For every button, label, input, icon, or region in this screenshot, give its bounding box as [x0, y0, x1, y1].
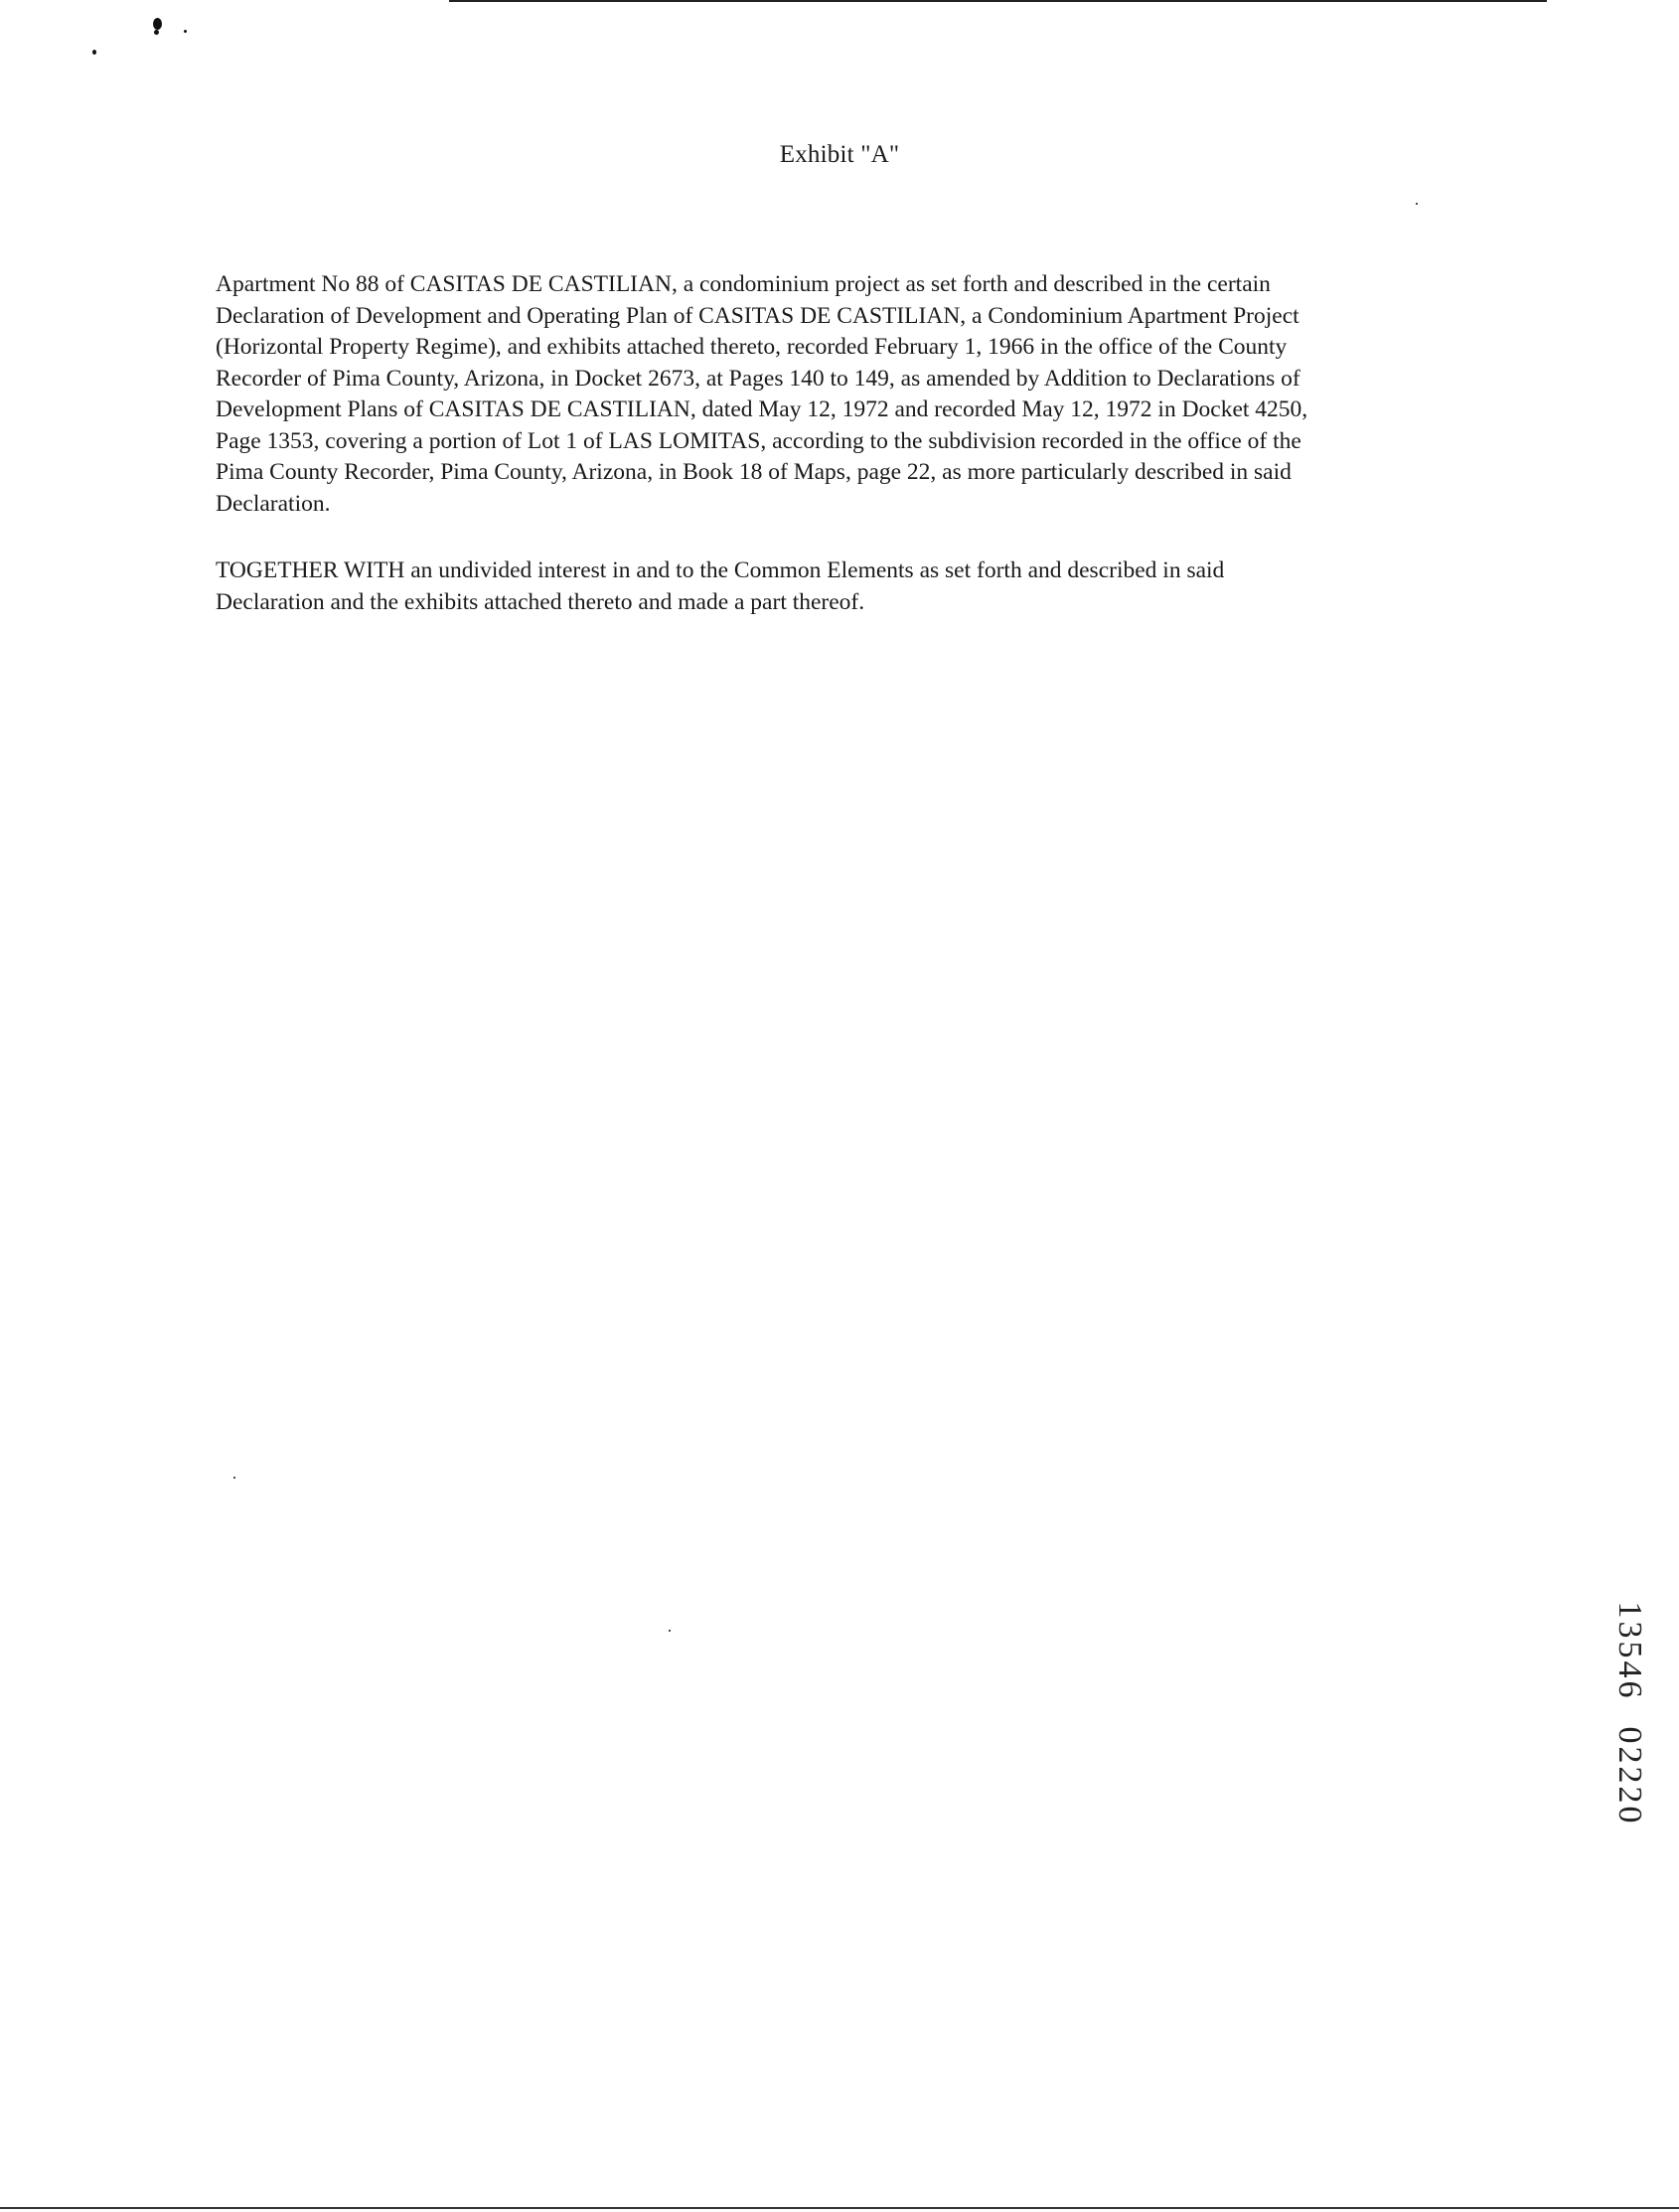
scan-edge-top — [449, 0, 1547, 2]
paragraph-line: Development Plans of CASITAS DE CASTILIAN, dated May 12, 1972 and recorded May 12, 1972 in Docket 4250, — [216, 396, 1308, 422]
common-elements-paragraph — [216, 555, 1462, 618]
stamp-digit: 2 — [1611, 1786, 1648, 1804]
scan-edge-bottom — [0, 2207, 1679, 2209]
stamp-digit: 1 — [1611, 1601, 1648, 1619]
stamp-digit: 2 — [1611, 1746, 1648, 1764]
scan-speck — [233, 1477, 235, 1479]
paragraph-line: TOGETHER WITH an undivided interest in and to the Common Elements as set forth and described in said — [216, 557, 1225, 583]
stamp-digit: 3 — [1611, 1621, 1648, 1639]
scan-speck — [669, 1630, 671, 1632]
paragraph-line: Page 1353, covering a portion of Lot 1 of LAS LOMITAS, according to the subdivision recorded in the office of the — [216, 427, 1301, 454]
scan-speck — [184, 30, 187, 33]
scan-speck — [92, 50, 96, 55]
paragraph-line: Pima County Recorder, Pima County, Arizona, in Book 18 of Maps, page 22, as more particularly described in said — [216, 459, 1292, 485]
stamp-digit: 0 — [1611, 1726, 1648, 1744]
stamp-digit: 0 — [1611, 1806, 1648, 1823]
stamp-digit: 4 — [1611, 1660, 1648, 1678]
scan-speck — [1416, 203, 1418, 205]
stamp-digit: 5 — [1611, 1641, 1648, 1659]
paragraph-line: Declaration and the exhibits attached thereto and made a part thereof. — [216, 588, 865, 615]
legal-description-paragraph — [216, 269, 1462, 520]
stamp-digit: 6 — [1611, 1680, 1648, 1698]
document-title: Exhibit "A" — [779, 141, 900, 168]
paragraph-line: Recorder of Pima County, Arizona, in Docket 2673, at Pages 140 to 149, as amended by Addition to Declarations of — [216, 365, 1300, 392]
paragraph-line: (Horizontal Property Regime), and exhibits attached thereto, recorded February 1, 1966 in the office of the County — [216, 334, 1288, 360]
recording-number-stamp — [1609, 1600, 1649, 1824]
scan-speck — [153, 18, 162, 30]
stamp-digit: 2 — [1611, 1766, 1648, 1784]
paragraph-line: Apartment No 88 of CASITAS DE CASTILIAN, a condominium project as set forth and described in the certain — [216, 271, 1271, 297]
paragraph-line: Declaration. — [216, 490, 331, 517]
paragraph-line: Declaration of Development and Operating Plan of CASITAS DE CASTILIAN, a Condominium Apartment Project — [216, 302, 1299, 329]
scan-speck — [154, 30, 159, 35]
